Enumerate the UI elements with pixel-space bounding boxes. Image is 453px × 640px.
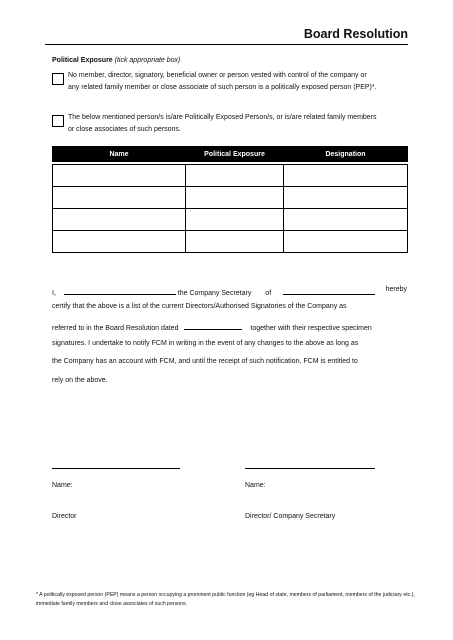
section-label: Political Exposure xyxy=(52,57,113,64)
name-cell[interactable] xyxy=(53,165,186,187)
secretary-name-blank[interactable] xyxy=(64,286,176,295)
cert-role-text: the Company Secretary xyxy=(177,290,252,297)
secretary-role-label: Director/ Company Secretary xyxy=(245,513,336,520)
director-role-label: Director xyxy=(52,513,77,520)
pep-table xyxy=(52,146,408,253)
certification-line-2: certify that the above is a list of the current Directors/Authorised Signatories of the Company as xyxy=(52,303,347,310)
certification-line-6: rely on the above. xyxy=(52,377,108,384)
name-cell[interactable] xyxy=(53,209,186,231)
certification-line-1 xyxy=(52,286,407,297)
resolution-date-blank[interactable] xyxy=(184,321,242,330)
certification-line-3 xyxy=(52,321,407,332)
col-header-designation: Designation xyxy=(284,147,408,162)
political-exposure-cell[interactable] xyxy=(186,187,284,209)
pep-footnote: * A politically exposed person (PEP) means a person occupying a prominent public function (eg Head of state, members of parliament, members of the judiciary etc.), immediate family members and close associates of such persons. xyxy=(36,592,415,607)
certification-line-5: the Company has an account with FCM, and until the receipt of such notification, FCM is entitled to xyxy=(52,358,358,365)
no-pep-option-text: No member, director, signatory, beneficial owner or person vested with control of the company or any related family member or close associate of such person is a politically exposed person (PEP)*. xyxy=(68,72,377,91)
company-name-blank[interactable] xyxy=(283,286,375,295)
secretary-signature-line[interactable] xyxy=(245,468,375,469)
designation-cell[interactable] xyxy=(284,209,408,231)
section-heading xyxy=(52,57,180,64)
cert-of-text: of xyxy=(265,290,272,297)
table-row xyxy=(53,209,408,231)
pep-listed-option-text: The below mentioned person/s is/are Politically Exposed Person/s, or is/are related family members or close associates of such persons. xyxy=(68,114,377,133)
cert-resolution-text: referred to in the Board Resolution dated xyxy=(52,325,179,332)
secretary-name-label: Name: xyxy=(245,482,266,489)
director-signature-line[interactable] xyxy=(52,468,180,469)
section-hint: (tick appropriate box) xyxy=(114,57,181,64)
director-name-label: Name: xyxy=(52,482,73,489)
political-exposure-cell[interactable] xyxy=(186,209,284,231)
cert-specimen-text: together with their respective specimen xyxy=(250,325,372,332)
table-row xyxy=(53,187,408,209)
name-cell[interactable] xyxy=(53,187,186,209)
designation-cell[interactable] xyxy=(284,231,408,253)
designation-cell[interactable] xyxy=(284,187,408,209)
page-title: Board Resolution xyxy=(303,27,408,41)
table-row xyxy=(53,165,408,187)
cert-prefix: I, xyxy=(52,290,56,297)
col-header-name: Name xyxy=(53,147,186,162)
title-divider xyxy=(45,44,408,45)
table-header-row xyxy=(53,147,408,162)
table-row xyxy=(53,231,408,253)
pep-listed-checkbox[interactable] xyxy=(52,115,64,127)
col-header-political-exposure: Political Exposure xyxy=(186,147,284,162)
no-pep-checkbox[interactable] xyxy=(52,73,64,85)
political-exposure-cell[interactable] xyxy=(186,231,284,253)
certification-line-4: signatures. I undertake to notify FCM in writing in the event of any changes to the above as long as xyxy=(52,340,359,347)
designation-cell[interactable] xyxy=(284,165,408,187)
name-cell[interactable] xyxy=(53,231,186,253)
cert-hereby-text: hereby xyxy=(385,286,407,293)
political-exposure-cell[interactable] xyxy=(186,165,284,187)
